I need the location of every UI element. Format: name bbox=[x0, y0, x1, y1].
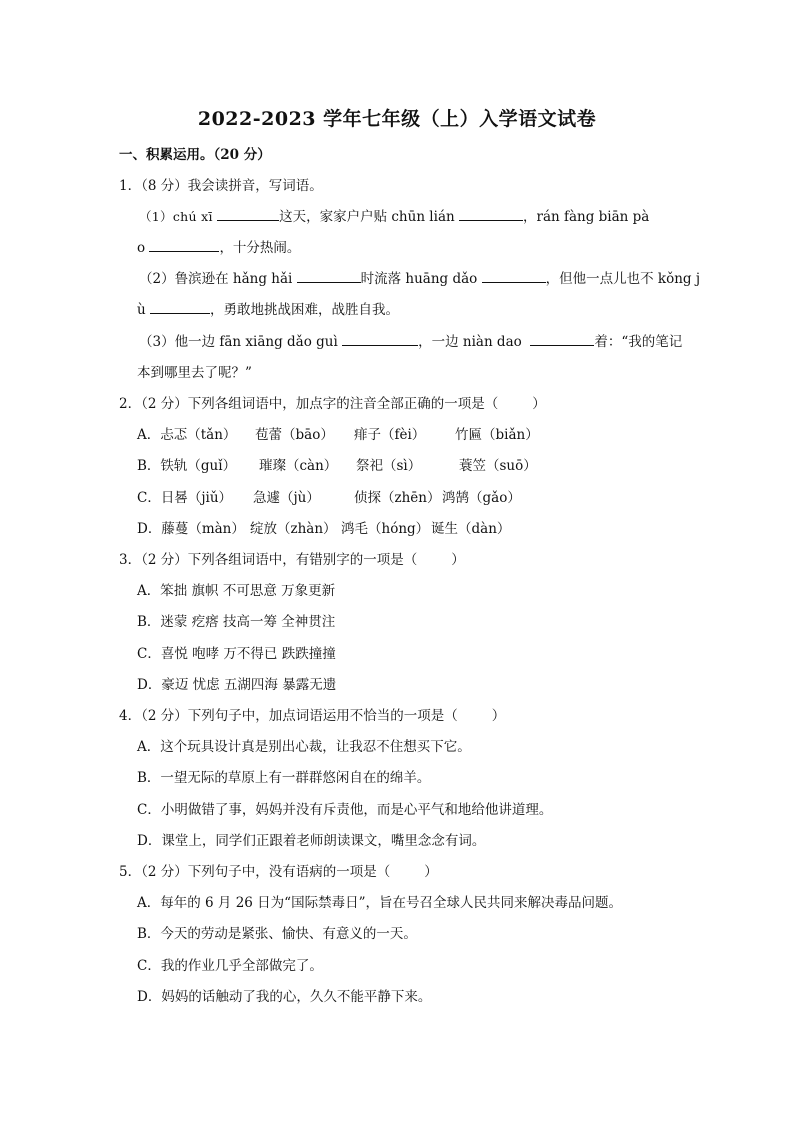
q4-option-d: D．课堂上，同学们正跟着老师朗读课文，嘴里念念有词。 bbox=[137, 833, 486, 849]
q1-p2-text-d: ù bbox=[137, 302, 146, 318]
option-item: C．日晷（jiǔ） bbox=[137, 490, 233, 506]
answer-blank[interactable] bbox=[482, 270, 546, 283]
q3-stem-close: ） bbox=[451, 552, 465, 568]
q4-stem-close: ） bbox=[491, 708, 506, 724]
q1-part3-line2: 本到哪里去了呢？” bbox=[137, 365, 252, 381]
q2-option-c bbox=[137, 489, 521, 507]
question-2-stem bbox=[119, 395, 546, 413]
q3-stem-text: 3．（2 分）下列各组词语中，有错别字的一项是（ bbox=[119, 552, 418, 568]
q3-option-a: A．笨拙 旗帜 不可思意 万象更新 bbox=[137, 583, 336, 599]
answer-blank[interactable] bbox=[530, 333, 594, 346]
option-item: 鸿鹄（gǎo） bbox=[442, 490, 521, 506]
q1-p1-text-a: （1）chú xī bbox=[139, 209, 213, 224]
q4-option-b: B．一望无际的草原上有一群群悠闲自在的绵羊。 bbox=[137, 770, 431, 786]
option-item: 痱子（fèi） bbox=[354, 427, 426, 443]
q5-stem-text: 5．（2 分）下列句子中，没有语病的一项是（ bbox=[119, 864, 391, 880]
answer-blank[interactable] bbox=[149, 239, 219, 252]
answer-blank[interactable] bbox=[297, 270, 361, 283]
q1-part1-line1 bbox=[139, 208, 649, 226]
q4-option-a: A．这个玩具设计真是别出心裁，让我忍不住想买下它。 bbox=[137, 739, 471, 755]
section-heading: 一、积累运用。（20 分） bbox=[119, 147, 271, 163]
q2-option-b bbox=[137, 457, 537, 475]
question-1-stem: 1．（8 分）我会读拼音，写词语。 bbox=[119, 178, 323, 194]
option-item: B．铁轨（guǐ） bbox=[137, 458, 237, 474]
option-item: 急遽（jù） bbox=[253, 490, 320, 506]
q1-part2-line2 bbox=[137, 301, 399, 319]
option-item: A．忐忑（tǎn） bbox=[137, 427, 237, 443]
question-5-stem bbox=[119, 863, 438, 881]
option-item: 蓑笠（suō） bbox=[459, 458, 537, 474]
option-item: 祭祀（sì） bbox=[356, 458, 422, 474]
q1-p1-text-c: ，rán fàng biān pà bbox=[522, 209, 650, 225]
answer-blank[interactable] bbox=[459, 208, 523, 221]
q2-stem-close: ） bbox=[532, 396, 546, 412]
q1-p1-text-e: ，十分热闹。 bbox=[219, 240, 301, 256]
option-item: 诞生（dàn） bbox=[431, 521, 511, 537]
q1-p1-text-d: o bbox=[137, 240, 146, 256]
q1-part3-line1 bbox=[139, 333, 682, 351]
option-item: 鸿毛（hóng） bbox=[341, 521, 430, 537]
option-item: 竹匾（biǎn） bbox=[455, 427, 539, 443]
q1-p2-text-b: 时流落 huāng dǎo bbox=[360, 271, 478, 287]
q1-p3-text-b: ，一边 niàn dao bbox=[418, 334, 522, 350]
answer-blank[interactable] bbox=[342, 333, 418, 346]
q5-option-b: B．今天的劳动是紧张、愉快、有意义的一天。 bbox=[137, 926, 417, 942]
q2-option-a bbox=[137, 426, 539, 444]
q1-p3-text-a: （3）他一边 fān xiāng dǎo guì bbox=[139, 334, 338, 350]
q1-part2-line1 bbox=[139, 270, 700, 288]
q5-option-a: A．每年的 6 月 26 日为“国际禁毒日”，旨在号召全球人民共同来解决毒品问题。 bbox=[137, 895, 622, 911]
answer-blank[interactable] bbox=[150, 301, 210, 314]
option-item: 苞蕾（bāo） bbox=[255, 427, 334, 443]
question-4-stem bbox=[119, 707, 505, 725]
q5-option-d: D．妈妈的话触动了我的心，久久不能平静下来。 bbox=[137, 989, 432, 1005]
q1-p2-text-a: （2）鲁滨逊在 hǎng hǎi bbox=[139, 271, 293, 287]
q1-part1-line2 bbox=[137, 239, 300, 257]
q1-p3-text-c: 着：“我的笔记 bbox=[594, 334, 683, 350]
q1-p2-text-c: ，但他一点儿也不 kǒng j bbox=[545, 271, 701, 287]
q5-stem-close: ） bbox=[424, 864, 438, 880]
q5-option-c: C．我的作业几乎全部做完了。 bbox=[137, 958, 323, 974]
q3-option-d: D．豪迈 忧虑 五湖四海 暴露无遗 bbox=[137, 677, 337, 693]
question-3-stem bbox=[119, 551, 465, 569]
exam-title: 2022-2023 学年七年级（上）入学语文试卷 bbox=[197, 108, 597, 130]
q4-option-c: C．小明做错了事，妈妈并没有斥责他，而是心平气和地给他讲道理。 bbox=[137, 802, 553, 818]
q1-p1-text-b: 这天，家家户户贴 chūn lián bbox=[279, 209, 455, 225]
q4-stem-text: 4．（2 分）下列句子中，加点词语运用不恰当的一项是（ bbox=[119, 708, 458, 724]
q1-p2-text-e: ，勇敢地挑战困难，战胜自我。 bbox=[210, 302, 399, 318]
option-item: D．藤蔓（màn） bbox=[137, 521, 245, 537]
q3-option-b: B．迷蒙 疙瘩 技高一筹 全神贯注 bbox=[137, 614, 336, 630]
q2-option-d bbox=[137, 520, 510, 538]
answer-blank[interactable] bbox=[217, 208, 279, 221]
option-item: 绽放（zhàn） bbox=[250, 521, 337, 537]
q2-stem-text: 2．（2 分）下列各组词语中，加点字的注音全部正确的一项是（ bbox=[119, 396, 499, 412]
q3-option-c: C．喜悦 咆哮 万不得已 跌跌撞撞 bbox=[137, 646, 336, 662]
option-item: 侦探（zhēn） bbox=[354, 490, 441, 506]
option-item: 璀璨（càn） bbox=[259, 458, 338, 474]
